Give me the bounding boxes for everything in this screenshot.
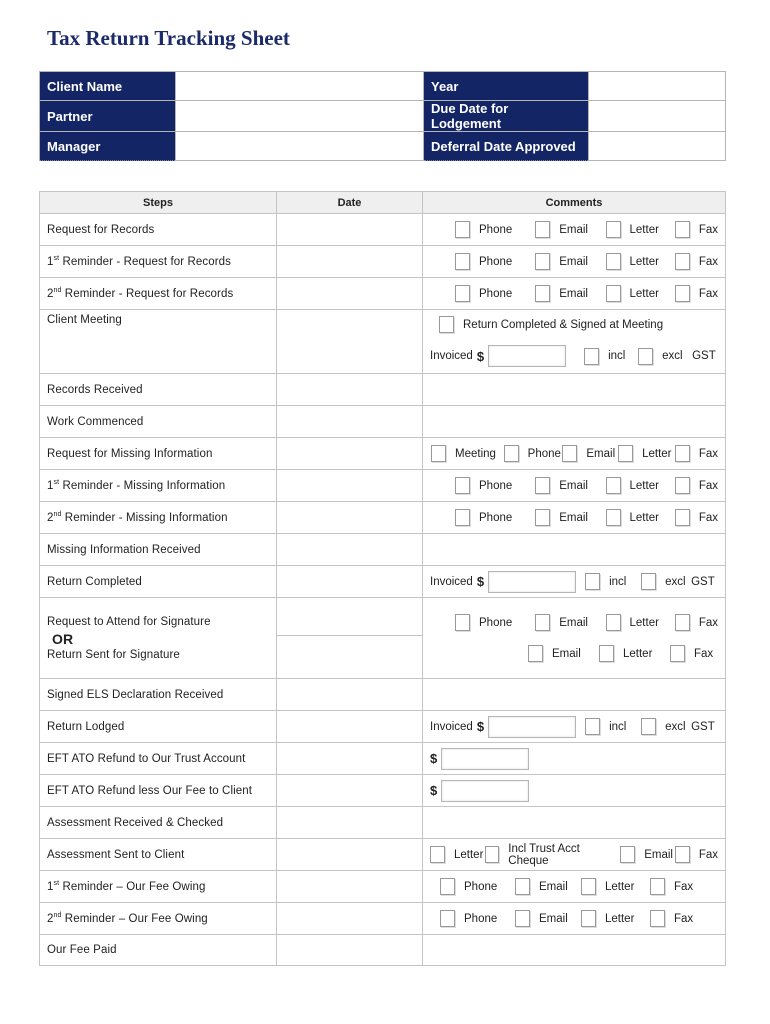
step-label: Request to Attend for Signature OR Return Sent for Signature (40, 598, 277, 679)
date-cell[interactable] (277, 246, 423, 278)
manager-field[interactable] (176, 132, 424, 161)
fax-checkbox[interactable] (675, 221, 690, 238)
signed-at-meeting-checkbox[interactable] (439, 316, 454, 333)
table-row (40, 807, 726, 839)
table-row: 1st Reminder - Request for Records Phone Email Letter Fax (40, 246, 726, 278)
letter-checkbox[interactable] (606, 221, 621, 238)
fax-checkbox[interactable] (675, 477, 690, 494)
comment-cell[interactable] (423, 374, 726, 406)
fax-checkbox[interactable] (650, 878, 665, 895)
excl-checkbox[interactable] (641, 573, 656, 590)
step-label: 1st Reminder – Our Fee Owing (40, 871, 277, 903)
letter-checkbox[interactable] (430, 846, 445, 863)
client-name-label: Client Name (40, 72, 176, 101)
comment-cell[interactable] (423, 807, 726, 839)
step-label: Our Fee Paid (40, 935, 277, 966)
table-row (40, 935, 726, 966)
email-checkbox[interactable] (535, 509, 550, 526)
letter-checkbox[interactable] (606, 253, 621, 270)
step-label: 1st Reminder - Request for Records (40, 246, 277, 278)
step-label: Return Lodged (40, 711, 277, 743)
letter-checkbox[interactable] (618, 445, 633, 462)
email-checkbox[interactable] (515, 910, 530, 927)
excl-checkbox[interactable] (641, 718, 656, 735)
step-label: 1st Reminder - Missing Information (40, 470, 277, 502)
letter-checkbox[interactable] (606, 614, 621, 631)
step-label: Request for Records (40, 214, 277, 246)
due-date-field[interactable] (589, 101, 726, 132)
date-cell[interactable] (277, 935, 423, 966)
fax-checkbox[interactable] (675, 445, 690, 462)
step-label: Return Completed (40, 566, 277, 598)
phone-checkbox[interactable] (440, 910, 455, 927)
comments-header: Comments (423, 192, 726, 214)
letter-checkbox[interactable] (606, 509, 621, 526)
fax-checkbox[interactable] (675, 614, 690, 631)
email-checkbox[interactable] (535, 614, 550, 631)
date-cell[interactable] (277, 743, 423, 775)
table-row: Request to Attend for Signature OR Return Sent for Signature Phone Email Letter Fax Email Letter Fax (40, 598, 726, 679)
letter-checkbox[interactable] (581, 878, 596, 895)
date-cell[interactable] (277, 679, 423, 711)
letter-checkbox[interactable] (581, 910, 596, 927)
step-label: Signed ELS Declaration Received (40, 679, 277, 711)
step-label: EFT ATO Refund less Our Fee to Client (40, 775, 277, 807)
incl-checkbox[interactable] (584, 348, 599, 365)
fax-checkbox[interactable] (675, 285, 690, 302)
partner-label: Partner (40, 101, 176, 132)
table-row (40, 534, 726, 566)
email-checkbox[interactable] (535, 285, 550, 302)
phone-checkbox[interactable] (455, 509, 470, 526)
excl-checkbox[interactable] (638, 348, 653, 365)
phone-checkbox[interactable] (455, 614, 470, 631)
email-checkbox[interactable] (535, 253, 550, 270)
date-cell[interactable] (277, 903, 423, 935)
client-name-field[interactable] (176, 72, 424, 101)
date-cell[interactable] (277, 374, 423, 406)
email-checkbox[interactable] (528, 645, 543, 662)
partner-field[interactable] (176, 101, 424, 132)
date-cell[interactable] (277, 470, 423, 502)
meeting-checkbox[interactable] (431, 445, 446, 462)
step-label: 2nd Reminder - Missing Information (40, 502, 277, 534)
step-label: 2nd Reminder – Our Fee Owing (40, 903, 277, 935)
table-row: EFT ATO Refund less Our Fee to Client $ (40, 775, 726, 807)
letter-checkbox[interactable] (606, 477, 621, 494)
email-checkbox[interactable] (562, 445, 577, 462)
phone-checkbox[interactable] (455, 253, 470, 270)
comment-cell[interactable] (423, 679, 726, 711)
table-row (40, 406, 726, 438)
table-row: 1st Reminder - Missing Information Phone Email Letter Fax (40, 470, 726, 502)
step-label: 2nd Reminder - Request for Records (40, 278, 277, 310)
table-row: 1st Reminder – Our Fee Owing Phone Email Letter Fax (40, 871, 726, 903)
step-label: Assessment Received & Checked (40, 807, 277, 839)
date-cell[interactable] (277, 871, 423, 903)
steps-table (39, 191, 726, 966)
step-label: Request for Missing Information (40, 438, 277, 470)
step-label: Records Received (40, 374, 277, 406)
step-label: EFT ATO Refund to Our Trust Account (40, 743, 277, 775)
phone-checkbox[interactable] (504, 445, 519, 462)
phone-checkbox[interactable] (455, 221, 470, 238)
table-row (40, 374, 726, 406)
table-row: 2nd Reminder - Missing Information Phone Email Letter Fax (40, 502, 726, 534)
step-label: Client Meeting (40, 310, 277, 374)
page-title: Tax Return Tracking Sheet (47, 26, 290, 50)
fax-checkbox[interactable] (670, 645, 685, 662)
year-field[interactable] (589, 72, 726, 101)
letter-checkbox[interactable] (606, 285, 621, 302)
date-cell[interactable] (277, 636, 422, 678)
deferral-date-label: Deferral Date Approved (424, 132, 589, 161)
refund-amount-input[interactable] (441, 748, 529, 770)
table-row: 2nd Reminder - Request for Records Phone Email Letter Fax (40, 278, 726, 310)
trust-cheque-checkbox[interactable] (485, 846, 500, 863)
phone-checkbox[interactable] (440, 878, 455, 895)
invoiced-amount-input[interactable] (488, 716, 576, 738)
or-label: OR (52, 630, 74, 647)
email-checkbox[interactable] (535, 477, 550, 494)
fax-checkbox[interactable] (675, 509, 690, 526)
refund-amount-input[interactable] (441, 780, 529, 802)
email-checkbox[interactable] (535, 221, 550, 238)
date-cell[interactable] (277, 566, 423, 598)
table-row: 2nd Reminder – Our Fee Owing Phone Email Letter Fax (40, 903, 726, 935)
header-table (39, 71, 726, 161)
step-label: Work Commenced (40, 406, 277, 438)
table-row (40, 679, 726, 711)
steps-header: Steps (40, 192, 277, 214)
email-checkbox[interactable] (620, 846, 635, 863)
table-row: Return Lodged Invoiced $ incl excl GST (40, 711, 726, 743)
incl-checkbox[interactable] (585, 718, 600, 735)
letter-checkbox[interactable] (599, 645, 614, 662)
table-row: Request for Missing Information Meeting Phone Email Letter Fax (40, 438, 726, 470)
invoiced-amount-input[interactable] (488, 345, 566, 367)
fax-checkbox[interactable] (675, 253, 690, 270)
phone-checkbox[interactable] (455, 477, 470, 494)
table-row: Request for Records Phone Email Letter Fax (40, 214, 726, 246)
date-cell[interactable] (277, 438, 423, 470)
date-header: Date (277, 192, 423, 214)
table-row: EFT ATO Refund to Our Trust Account $ (40, 743, 726, 775)
incl-checkbox[interactable] (585, 573, 600, 590)
date-cell[interactable] (277, 406, 423, 438)
table-row: Assessment Sent to Client Letter Incl Trust Acct Cheque Email Fax (40, 839, 726, 871)
date-cell[interactable] (277, 278, 423, 310)
date-cell[interactable] (277, 711, 423, 743)
step-label: Missing Information Received (40, 534, 277, 566)
year-label: Year (424, 72, 589, 101)
fax-checkbox[interactable] (650, 910, 665, 927)
step-label: Assessment Sent to Client (40, 839, 277, 871)
comment-cell[interactable] (423, 534, 726, 566)
fax-checkbox[interactable] (675, 846, 690, 863)
manager-label: Manager (40, 132, 176, 161)
invoiced-amount-input[interactable] (488, 571, 576, 593)
date-cell[interactable] (277, 807, 423, 839)
date-cell[interactable] (277, 214, 423, 246)
date-cell[interactable] (277, 502, 423, 534)
date-cell[interactable] (277, 598, 422, 636)
comment-cell[interactable] (423, 935, 726, 966)
date-cell[interactable] (277, 534, 423, 566)
date-cell[interactable] (277, 839, 423, 871)
due-date-label: Due Date for Lodgement (424, 101, 589, 132)
date-cell[interactable] (277, 310, 423, 374)
phone-checkbox[interactable] (455, 285, 470, 302)
table-row: Client Meeting Return Completed & Signed at Meeting Invoiced $ incl excl GST (40, 310, 726, 374)
email-checkbox[interactable] (515, 878, 530, 895)
deferral-date-field[interactable] (589, 132, 726, 161)
comment-cell[interactable] (423, 406, 726, 438)
table-row: Return Completed Invoiced $ incl excl GST (40, 566, 726, 598)
date-cell[interactable] (277, 775, 423, 807)
